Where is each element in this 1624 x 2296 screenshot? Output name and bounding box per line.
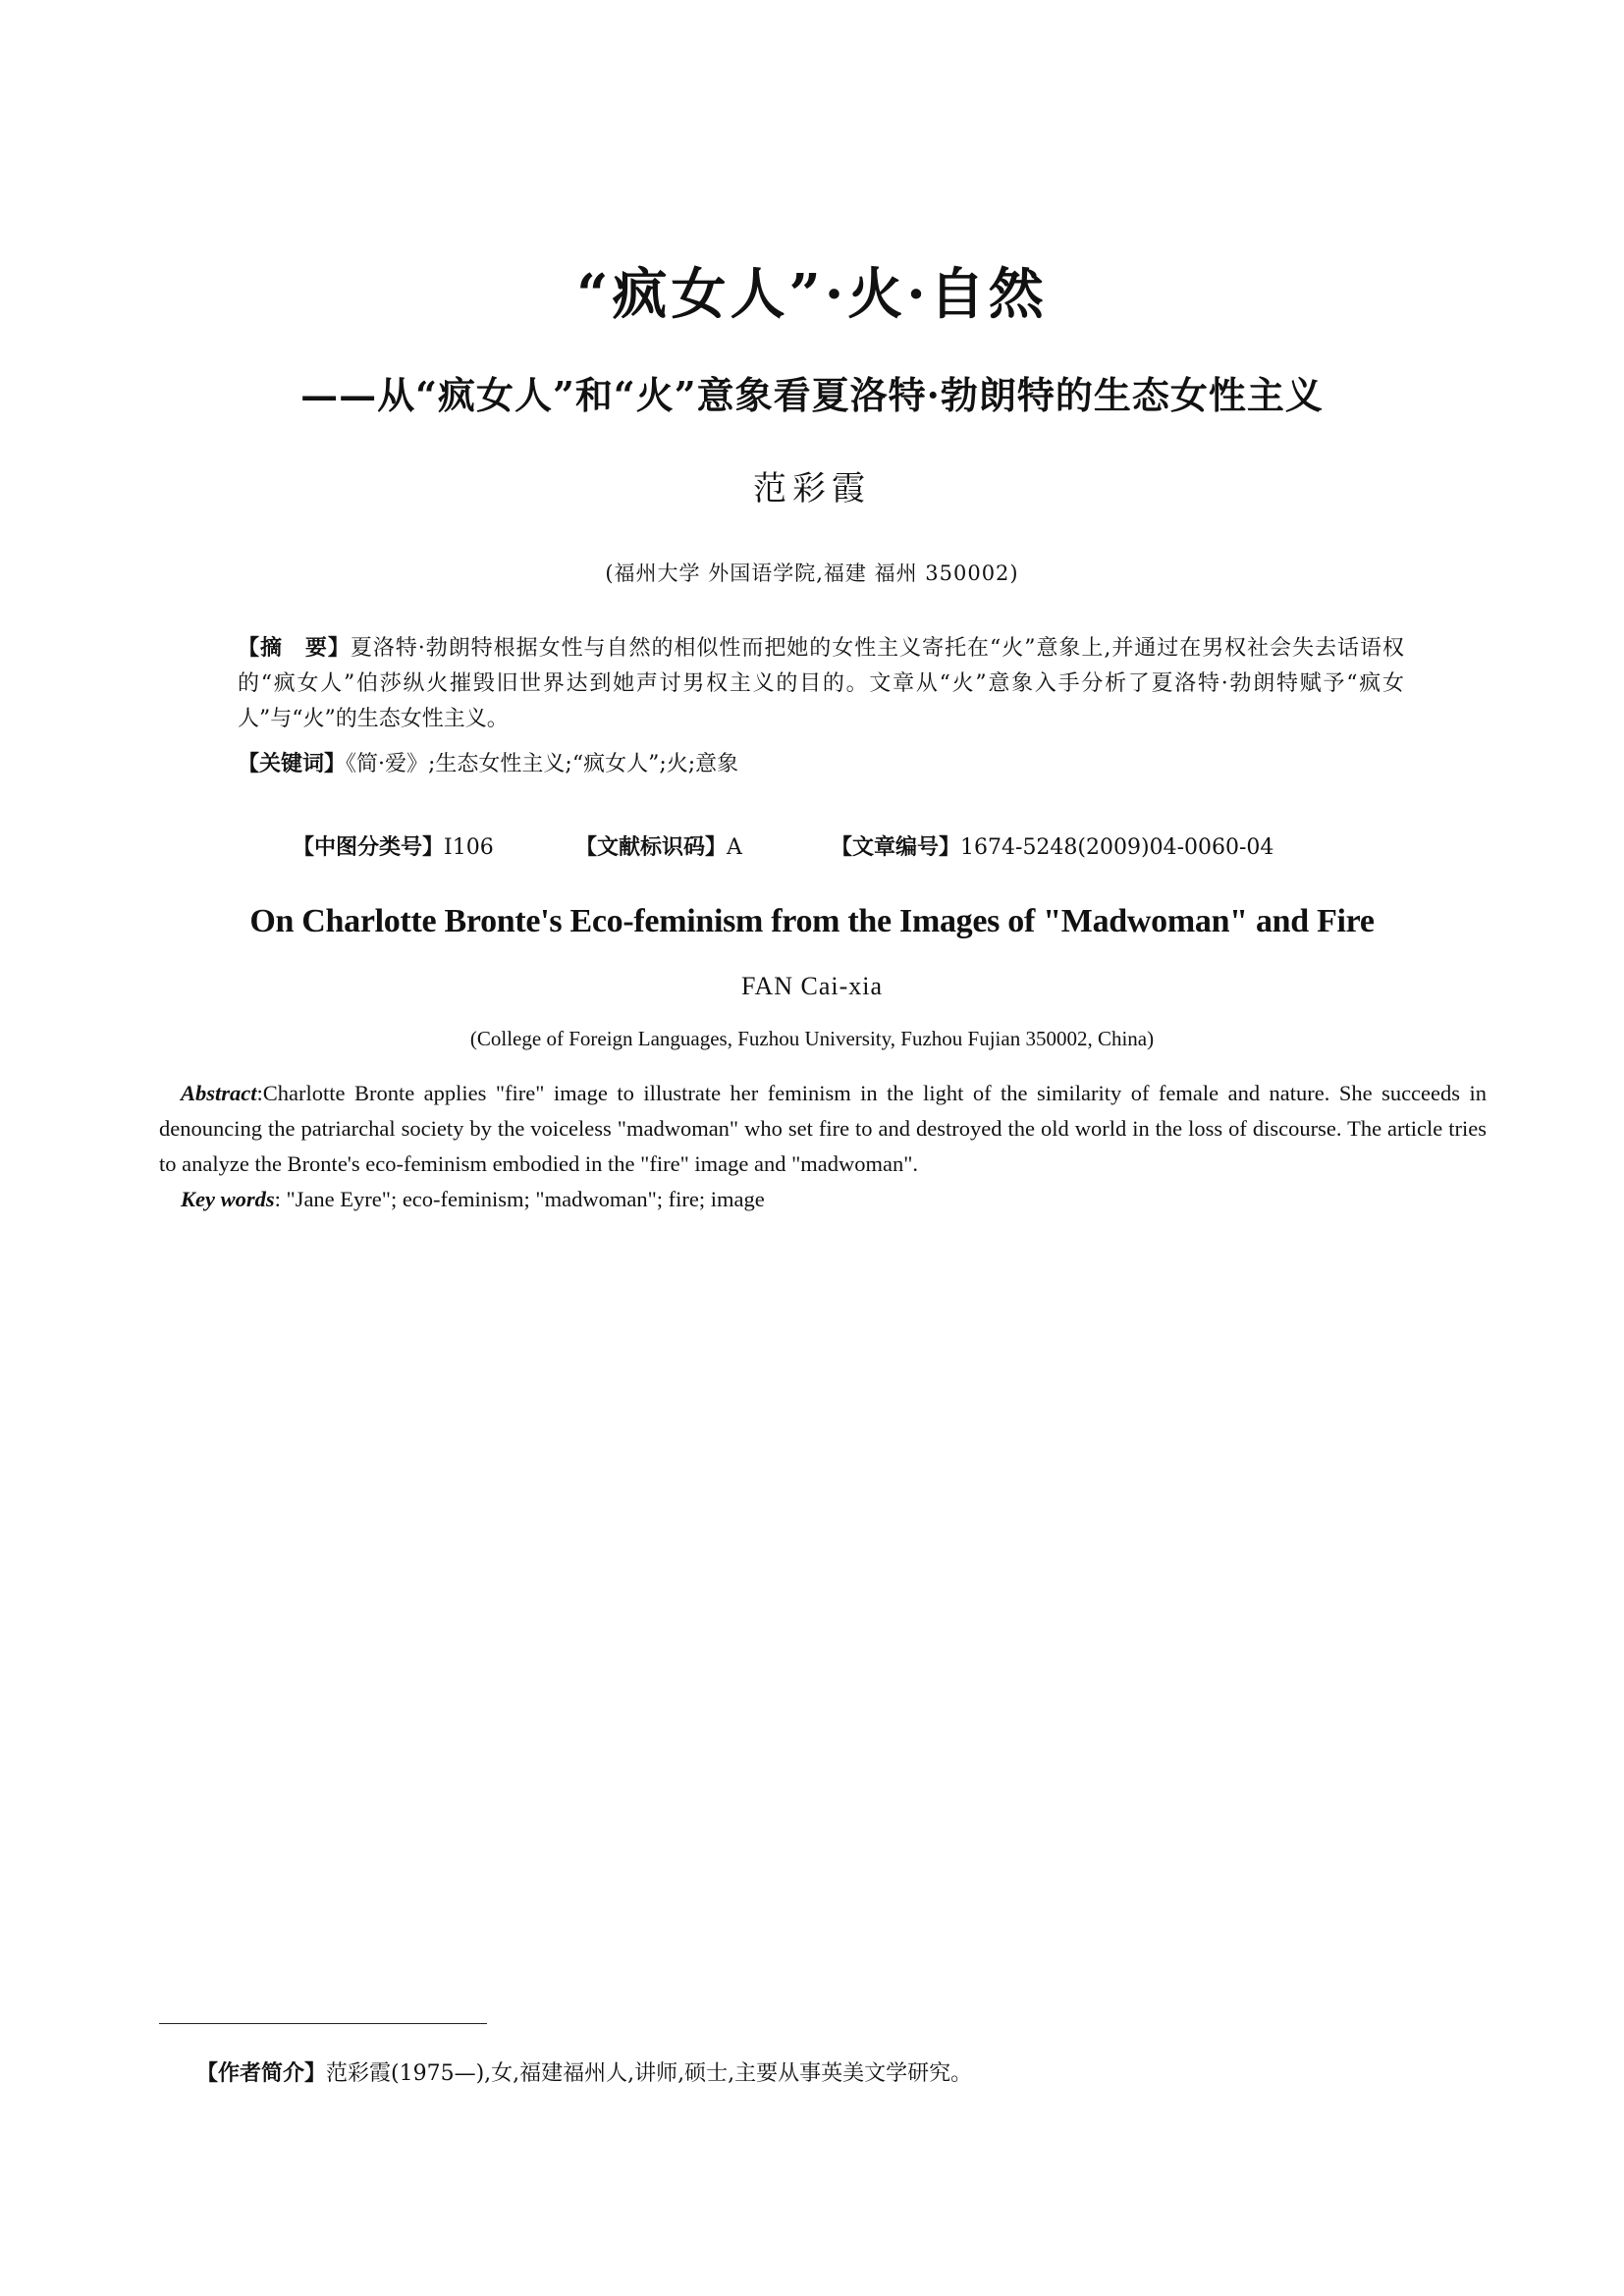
author-english: FAN Cai-xia — [740, 972, 884, 1000]
title-chinese: “疯女人”·火·自然 — [576, 262, 1048, 327]
affiliation-english: (College of Foreign Languages, Fuzhou University, Fuzhou Fujian 350002, China) — [469, 1027, 1155, 1050]
title-english: On Charlotte Bronte's Eco-feminism from the Images of "Madwoman" and Fire — [249, 903, 1375, 939]
affiliation-chinese: (福州大学 外国语学院,福建 福州 350002) — [605, 561, 1019, 585]
keywords-chinese — [238, 747, 1404, 782]
keywords-text-english: : "Jane Eyre"; eco-feminism; "madwoman"; fire; image — [274, 1187, 765, 1211]
clc-value: I106 — [444, 835, 494, 860]
keywords-english — [181, 1182, 1508, 1217]
abstract-text-english: :Charlotte Bronte applies "fire" image to illustrate her feminism in the light of the similarity of female and nature. She succeeds in denouncing the patriarchal society by the voiceless "madwoman" who set fire to and destroyed the old world in the loss of discourse. The article tries to analyze the Bronte's eco-feminism embodied in the "fire" image and "madwoman". — [159, 1081, 1487, 1176]
article-number-value: 1674-5248(2009)04-0060-04 — [960, 835, 1274, 860]
keywords-label-english: Key words — [181, 1187, 275, 1211]
footnote-divider — [159, 2023, 487, 2024]
footnote-label: 【作者简介】 — [196, 2061, 327, 2086]
document-code-value: A — [727, 835, 742, 860]
abstract-label-english: Abstract — [181, 1081, 257, 1105]
article-number — [831, 830, 1273, 861]
keywords-text-chinese: 《简·爱》;生态女性主义;“疯女人”;火;意象 — [346, 752, 739, 776]
clc-number — [293, 830, 494, 861]
document-code-label: 【文献标识码】 — [575, 835, 728, 860]
abstract-chinese — [238, 631, 1404, 737]
abstract-english — [159, 1076, 1487, 1182]
author-footnote — [196, 2056, 972, 2087]
clc-label: 【中图分类号】 — [293, 835, 445, 860]
footnote-text: 范彩霞(1975—),女,福建福州人,讲师,硕士,主要从事英美文学研究。 — [326, 2061, 973, 2086]
author-chinese: 范彩霞 — [753, 469, 871, 508]
abstract-label-chinese: 【摘 要】 — [238, 636, 351, 661]
keywords-label-chinese: 【关键词】 — [238, 752, 347, 776]
article-number-label: 【文章编号】 — [831, 835, 961, 860]
abstract-text-chinese: 夏洛特·勃朗特根据女性与自然的相似性而把她的女性主义寄托在“火”意象上,并通过在男权社会失去话语权的“疯女人”伯莎纵火摧毁旧世界达到她声讨男权主义的目的。文章从“火”意象入手分析了夏洛特·勃朗特赋予“疯女人”与“火”的生态女性主义。 — [238, 636, 1404, 731]
subtitle-chinese: ——从“疯女人”和“火”意象看夏洛特·勃朗特的生态女性主义 — [300, 373, 1324, 417]
document-code — [575, 830, 742, 861]
